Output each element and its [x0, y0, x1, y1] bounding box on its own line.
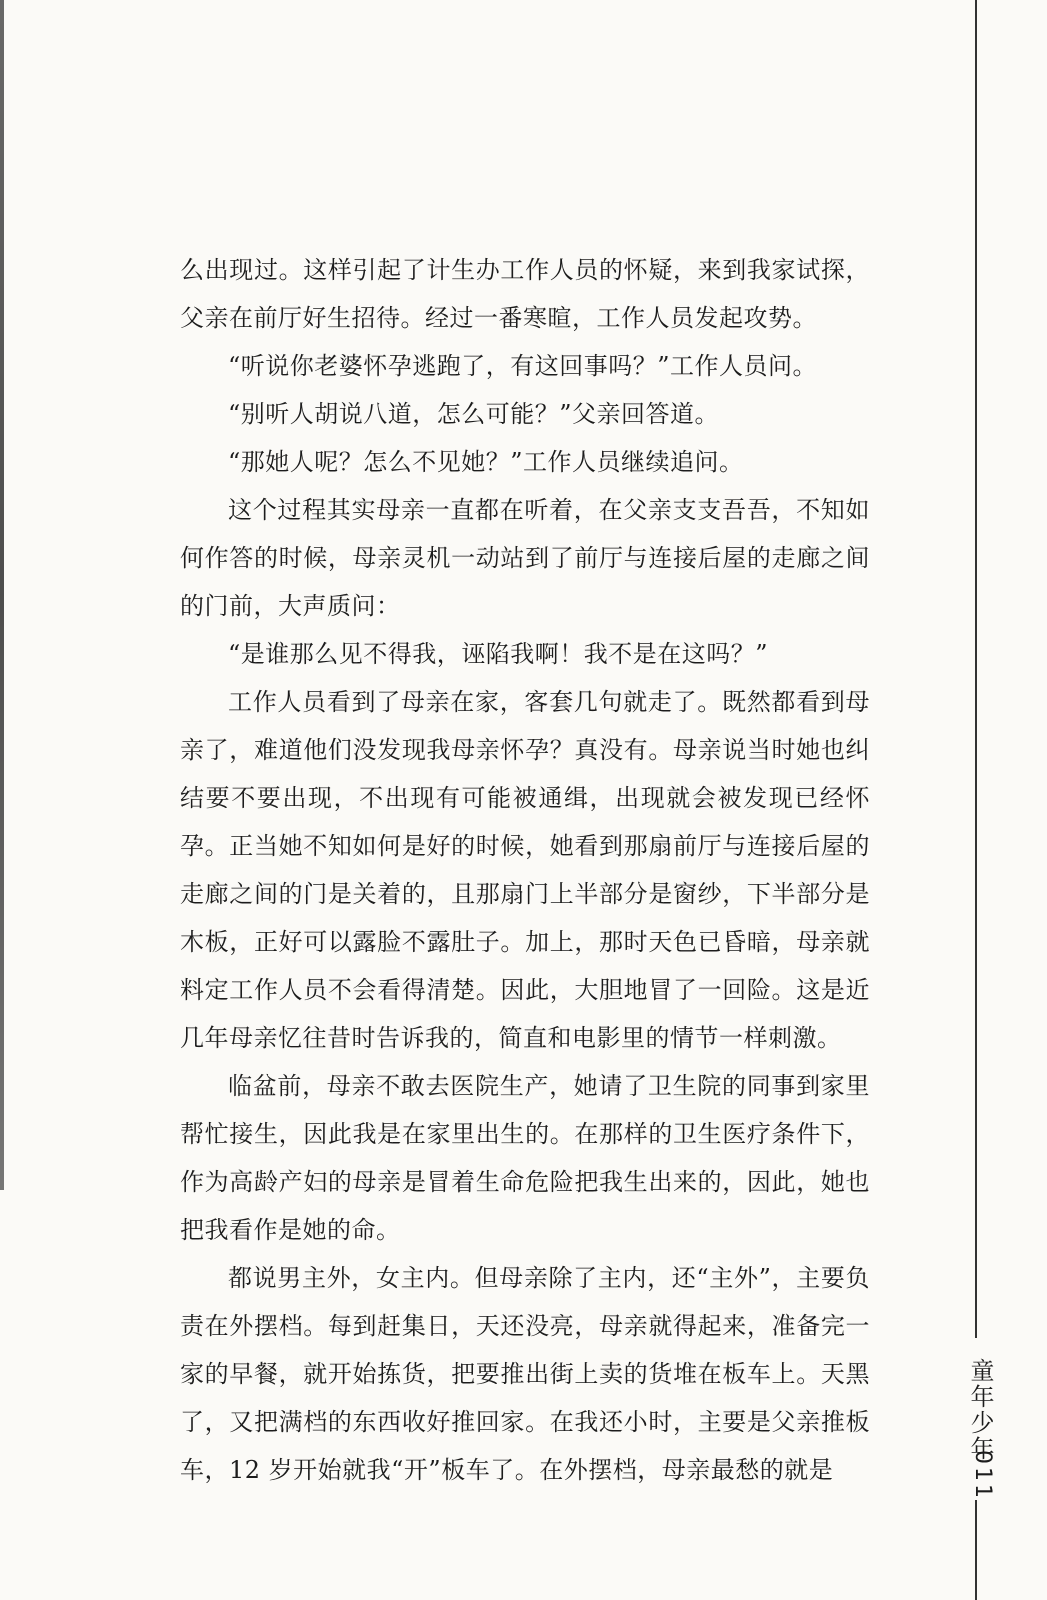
paragraph-dialogue-3: “那她人呢？怎么不见她？”工作人员继续追问。 — [228, 448, 744, 476]
page-left-edge — [0, 0, 4, 1190]
margin-rule-top — [975, 0, 977, 1338]
paragraph-narrative-3: 临盆前，母亲不敢去医院生产，她请了卫生院的同事到家里帮忙接生，因此我是在家里出生的。在那样的卫生医疗条件下，作为高龄产妇的母亲是冒着生命危险把我生出来的，因此，她也把我看作是她的命。 — [180, 1072, 870, 1244]
paragraph-narrative-2: 工作人员看到了母亲在家，客套几句就走了。既然都看到母亲了，难道他们没发现我母亲怀孕？真没有。母亲说当时她也纠结要不要出现，不出现有可能被通缉，出现就会被发现已经怀孕。正当她不知如何是好的时候，她看到那扇前厅与连接后屋的走廊之间的门是关着的，且那扇门上半部分是窗纱，下半部分是木板，正好可以露脸不露肚子。加上，那时天色已昏暗，母亲就料定工作人员不会看得清楚。因此，大胆地冒了一回险。这是近几年母亲忆往昔时告诉我的，简直和电影里的情节一样刺激。 — [180, 688, 870, 1052]
paragraph-dialogue-1: “听说你老婆怀孕逃跑了，有这回事吗？”工作人员问。 — [228, 352, 818, 380]
body-text — [180, 246, 870, 1494]
paragraph-dialogue-4: “是谁那么见不得我，诬陷我啊！我不是在这吗？” — [228, 640, 769, 668]
paragraph-continued: 么出现过。这样引起了计生办工作人员的怀疑，来到我家试探，父亲在前厅好生招待。经过一番寒暄，工作人员发起攻势。 — [180, 256, 870, 332]
running-head: 童年少年 — [966, 1358, 994, 1462]
paragraph-narrative-4: 都说男主外，女主内。但母亲除了主内，还“主外”，主要负责在外摆档。每到赶集日，天还没亮，母亲就得起来，准备完一家的早餐，就开始拣货，把要推出街上卖的货堆在板车上。天黑了，又把满档的东西收好推回家。在我还小时，主要是父亲推板车，12 岁开始就我“开”板车了。在外摆档，母亲最愁的就是 — [180, 1264, 870, 1484]
page-number: 011 — [970, 1450, 995, 1501]
paragraph-dialogue-2: “别听人胡说八道，怎么可能？”父亲回答道。 — [228, 400, 720, 428]
margin-rule-bottom — [975, 1500, 977, 1600]
paragraph-narrative-1: 这个过程其实母亲一直都在听着，在父亲支支吾吾，不知如何作答的时候，母亲灵机一动站到了前厅与连接后屋的走廊之间的门前，大声质问： — [180, 496, 870, 620]
